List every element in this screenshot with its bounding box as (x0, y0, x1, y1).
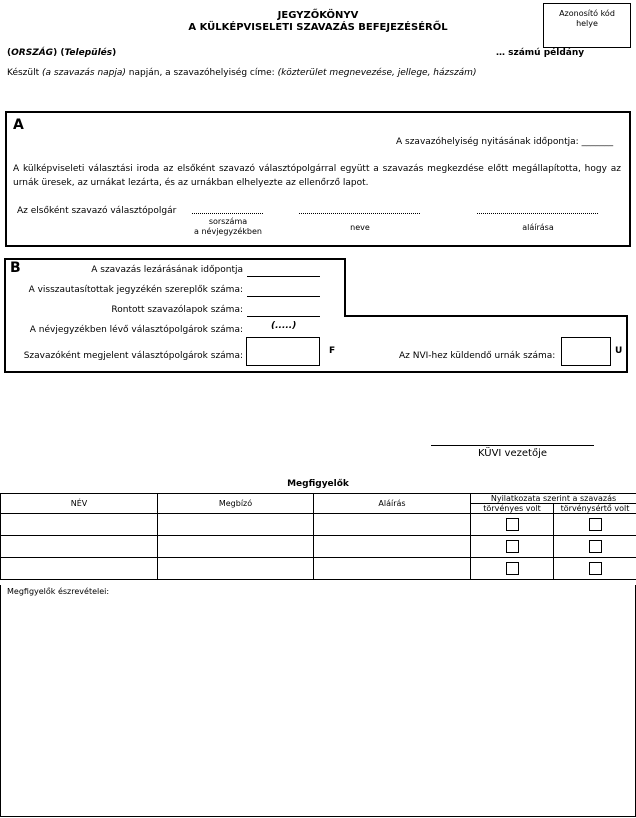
table-row (1, 558, 636, 580)
col-header-delegator: Megbízó (158, 494, 314, 514)
id-code-label: Azonosító kód helye (559, 9, 615, 28)
urns-count-suffix: U (615, 346, 623, 356)
illegal-checkbox-cell (554, 514, 636, 536)
observer-delegator-cell[interactable] (158, 514, 314, 536)
spoiled-count-label: Rontott szavazólapok száma: (111, 305, 243, 315)
number-caption-2: a névjegyzékben (194, 227, 262, 236)
opening-time-blank: _______ (581, 137, 614, 147)
observer-notes-label: Megfigyelők észrevételei: (7, 587, 110, 596)
voted-count-label: Szavazóként megjelent választópolgárok száma: (23, 351, 243, 361)
observer-notes-box[interactable] (0, 585, 636, 817)
country-settlement-line: (ORSZÁG) (Település) (7, 48, 117, 58)
col-header-signature: Aláírás (314, 494, 471, 514)
section-b-letter: B (10, 260, 21, 276)
col-header-name: NÉV (1, 494, 158, 514)
illegal-checkbox[interactable] (589, 562, 602, 575)
observer-delegator-cell[interactable] (158, 536, 314, 558)
observer-name-cell[interactable] (1, 536, 158, 558)
urns-count-box[interactable] (561, 337, 611, 366)
observers-table (0, 493, 636, 580)
vote-date-placeholder: (a szavazás napja) (42, 68, 126, 78)
title-line-1: JEGYZŐKÖNYV (277, 10, 359, 21)
observers-header-row (1, 494, 636, 504)
copy-number: … számú példány (496, 48, 585, 58)
urns-count-label: Az NVI-hez küldendő urnák száma: (399, 351, 556, 361)
legal-checkbox[interactable] (506, 562, 519, 575)
made-on-text-2: napján, a szavazóhelyiség címe: (128, 68, 275, 78)
legal-checkbox-cell (471, 514, 554, 536)
observer-name-cell[interactable] (1, 514, 158, 536)
settlement-label: Település (64, 48, 113, 58)
first-voter-label: Az elsőként szavazó választópolgár (17, 206, 177, 216)
first-voter-name-caption: neve (350, 223, 370, 232)
voted-count-box[interactable] (246, 337, 320, 366)
rejected-count-line (247, 296, 320, 297)
legal-checkbox-cell (471, 558, 554, 580)
col-header-legal: törvényes volt (471, 504, 554, 514)
table-row (1, 514, 636, 536)
spoiled-count-line (247, 316, 320, 317)
col-header-illegal: törvénysértő volt (554, 504, 636, 514)
illegal-checkbox-cell (554, 558, 636, 580)
first-voter-signature-caption: aláírása (522, 223, 554, 232)
table-row (1, 536, 636, 558)
registered-count-value: (.....) (271, 321, 297, 331)
registered-count-label: A névjegyzékben lévő választópolgárok száma: (29, 325, 243, 335)
made-on-text-1: Készült (7, 68, 40, 78)
col-header-statement: Nyilatkozata szerint a szavazás (471, 494, 636, 504)
observers-title: Megfigyelők (287, 479, 349, 489)
closing-time-line (247, 276, 320, 277)
section-b-outline (0, 0, 636, 380)
legal-checkbox[interactable] (506, 540, 519, 553)
title-line-2: A KÜLKÉPVISELETI SZAVAZÁS BEFEJEZÉSÉRŐL (188, 22, 448, 33)
kuvi-signature-line (431, 445, 594, 446)
country-label: ORSZÁG (11, 48, 54, 58)
legal-checkbox[interactable] (506, 518, 519, 531)
section-a-letter: A (13, 117, 24, 133)
illegal-checkbox-cell (554, 536, 636, 558)
observer-signature-cell[interactable] (314, 558, 471, 580)
address-placeholder: (közterület megnevezése, jellege, házszám) (277, 68, 477, 78)
illegal-checkbox[interactable] (589, 540, 602, 553)
closing-time-label: A szavazás lezárásának időpontja (91, 265, 243, 275)
observer-delegator-cell[interactable] (158, 558, 314, 580)
illegal-checkbox[interactable] (589, 518, 602, 531)
observer-signature-cell[interactable] (314, 536, 471, 558)
rejected-count-label: A visszautasítottak jegyzékén szereplők száma: (28, 285, 243, 295)
kuvi-signature-label: KÜVI vezetője (477, 448, 548, 459)
opening-time-label: A szavazóhelyiség nyitásának időpontja: (396, 137, 579, 147)
voted-count-suffix: F (329, 346, 336, 356)
section-a-paragraph: A külképviseleti választási iroda az elsőként szavazó választópolgárral együtt a szavazás megkezdése előtt megállapította, hogy az urnák üresek, az urnákat lezárta, és az urnákban elhelyezte az ellenőrző lapot. (13, 164, 621, 188)
observer-name-cell[interactable] (1, 558, 158, 580)
legal-checkbox-cell (471, 536, 554, 558)
number-caption-1: sorszáma (208, 217, 248, 226)
observer-signature-cell[interactable] (314, 514, 471, 536)
